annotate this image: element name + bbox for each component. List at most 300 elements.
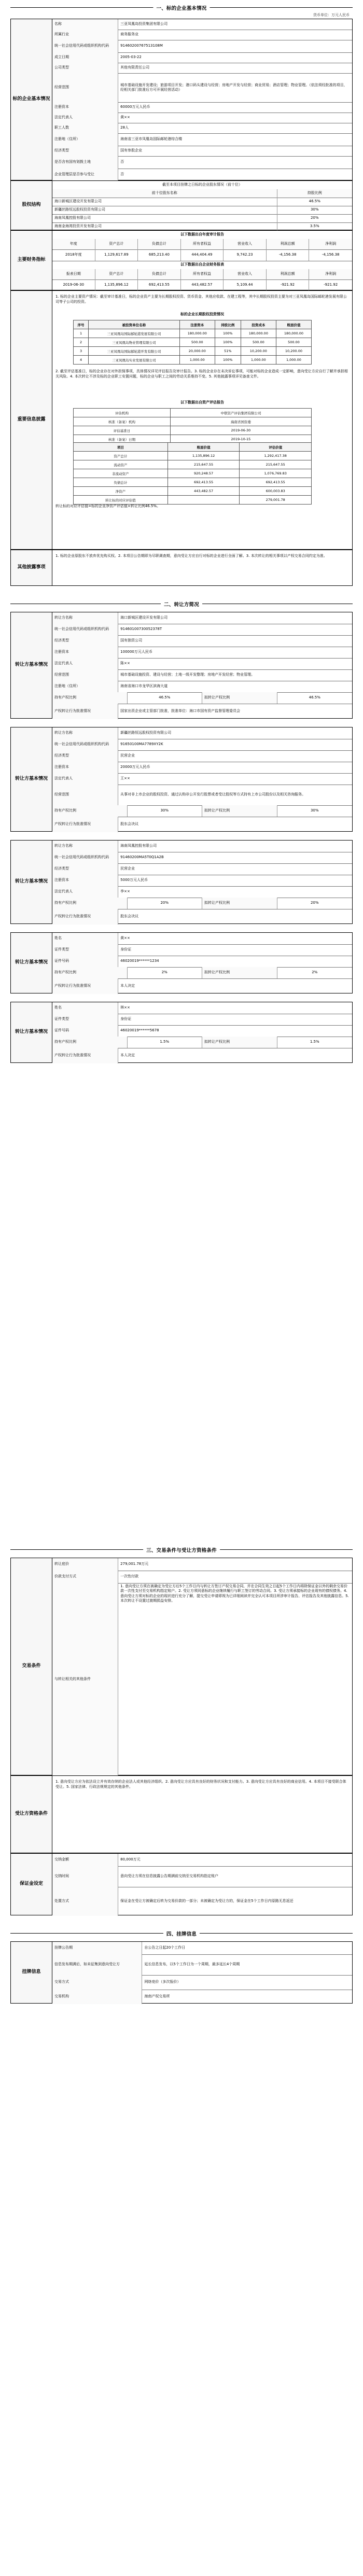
table-header-row [74, 320, 312, 329]
column-header: 营业收入 [224, 239, 267, 249]
shareholder-name: 海南凤凰控股有限公司 [52, 214, 277, 222]
basic-info-row [52, 169, 352, 181]
field-label: 注册地（住所） [52, 133, 118, 146]
table-cell: 692,413.55 [167, 478, 240, 487]
field-value: 91460200MA5T0Q1A2B [120, 855, 164, 860]
transferor-block [10, 932, 353, 993]
table-cell: 资产总计 [74, 452, 168, 460]
field-label: 证件类型 [52, 1014, 118, 1025]
shareholder-row [52, 206, 352, 215]
table-cell: 4 [74, 356, 89, 365]
field-value: 30% [128, 805, 203, 817]
field-label: 交纳时间 [52, 1866, 118, 1887]
table-cell: 三亚凤凰岛实业发展有限公司 [89, 356, 180, 365]
table-cell: 180,000.00 [179, 329, 215, 338]
table-cell: 1,129,617.89 [95, 249, 138, 261]
transferor-row [52, 739, 352, 751]
field-label: 挂牌公告期 [52, 1942, 142, 1954]
field-value: 城市基础设施开发建设；旅游项目开发；港口码头建设与经营；房地产开发与经营；商业贸易；酒店管理；物业管理。（依法须经批准的项目，经相关部门批准后方可开展经营活动） [120, 82, 347, 92]
transferor-row [52, 1002, 352, 1014]
block-header: 受让方资格条件 [11, 1776, 52, 1853]
deposit-row [52, 1854, 352, 1867]
table-row [74, 409, 312, 417]
field-label: 统一社会信用代码或组织机构代码 [52, 624, 118, 635]
field-label: 交易机构 [52, 1990, 142, 2004]
field-label: 价款支付方式 [52, 1571, 118, 1583]
basic-info-row [52, 52, 352, 63]
table-cell: 三亚凤凰岛物业管理有限公司 [89, 338, 180, 347]
table-cell: 评估基准日 [74, 426, 171, 435]
transferor-row [52, 658, 352, 670]
field-label: 经济类型 [52, 863, 118, 875]
qualification-text: 1. 意向受让方应为依法设立并有效存续的企业法人或其他经济组织。2. 意向受让方应具有良好的财务状况和支付能力。3. 意向受让方应具有良好的商业信用。4. 本项目不接受联合体受让。5. 国家法律、行政法规规定的其他条件。 [55, 1780, 346, 1789]
field-label: 产权转让行为批准情况 [52, 817, 118, 832]
column-header: 被投资单位名称 [89, 320, 180, 329]
field-label: 经济类型 [52, 635, 118, 647]
column-header: 账面价值 [276, 320, 311, 329]
shareholder-percent: 46.5% [309, 199, 320, 204]
field-value: 本人决定 [120, 1053, 135, 1058]
basic-info-row [52, 133, 352, 146]
field-value: 否 [120, 160, 124, 164]
table-cell: 692,413.55 [138, 279, 181, 291]
table-cell: -921.92 [324, 283, 338, 287]
table-cell: 三亚凤凰岛国际邮轮港发展有限公司 [89, 329, 180, 338]
field-label: 拟转让产权比例 [202, 967, 277, 978]
table-cell: 评估机构 [74, 409, 171, 417]
field-label: 证件号码 [52, 956, 118, 967]
basic-info-row [52, 19, 352, 30]
basic-info-row [52, 146, 352, 157]
fin-table-title: 以下数据出自企业财务报表 [180, 262, 224, 267]
field-label: 统一社会信用代码或组织机构代码 [52, 852, 118, 863]
table-cell: 净资产 [74, 487, 168, 496]
section-3-header [10, 1545, 353, 1553]
valuation-title: 以下数据出自资产评估报告 [180, 400, 224, 404]
field-label: 转让方名称 [52, 612, 118, 624]
column-header: 净利润 [309, 269, 352, 279]
listing-row [52, 1990, 352, 2004]
transferor-row [52, 635, 352, 647]
field-value: 2% [312, 970, 318, 975]
column-header: 持股比例 [215, 320, 241, 329]
field-label: 是否含有国有划拨土地 [52, 156, 118, 169]
fin-table-title: 以下数据出自年度审计报告 [180, 232, 224, 237]
transferor-row [52, 886, 352, 898]
transfer-ratio-row [52, 692, 352, 704]
block-header: 主要财务指标 [11, 231, 52, 290]
field-label: 经济类型 [52, 146, 118, 156]
field-value: 王×× [120, 776, 130, 781]
transferor-block [10, 1002, 353, 1063]
field-label: 统一社会信用代码或组织机构代码 [52, 40, 118, 52]
transferor-row [52, 1014, 352, 1026]
field-value: 海南省三亚市凤凰岛国际邮轮港综合楼 [120, 137, 183, 142]
block-header: 交易条件 [11, 1558, 52, 1775]
field-value: 海南产权交易所 [144, 1994, 170, 1999]
field-label: 姓名 [52, 1002, 118, 1014]
table-cell: 负债总计 [74, 478, 168, 487]
field-label: 持有产权比例 [52, 805, 128, 817]
transferor-row [52, 750, 352, 762]
transferor-block [10, 727, 353, 832]
field-label: 姓名 [52, 933, 118, 944]
table-cell: 2 [74, 338, 89, 347]
column-header: 利润总额 [267, 239, 310, 249]
table-title: 截至本项目挂牌之日标的企业股东情况（前十位） [162, 183, 242, 187]
table-cell: 500.00 [276, 338, 311, 347]
table-cell [167, 496, 240, 505]
transfer-ratio-row [52, 967, 352, 979]
basic-info-row [52, 30, 352, 40]
transferor-row [52, 612, 352, 624]
section-title: 四、挂牌信息 [163, 1930, 200, 1937]
shareholder-name: 新疆丝路恒远股权投资有限公司 [52, 206, 277, 214]
field-label: 法定代表人 [52, 773, 118, 785]
table-cell: -4,156.38 [322, 253, 340, 257]
field-value: 意向受让方须在信息披露公告期满前交纳至交易机构指定账户 [120, 1874, 219, 1879]
fin-value-row [52, 249, 352, 261]
table-cell: 920,248.57 [167, 469, 240, 478]
field-value: 股东会决议 [120, 914, 139, 919]
field-value: 延长信息发布，以5个工作日为一个周期，最多延长4个周期 [144, 1962, 240, 1967]
transferor-row [52, 669, 352, 681]
field-value: 91460200767513108M [120, 44, 163, 48]
field-value: 李×× [120, 889, 130, 894]
block-header: 股权结构 [11, 181, 52, 230]
column-header: 年度 [52, 239, 95, 249]
column-header: 负债总计 [138, 239, 181, 249]
column-header: 序号 [74, 320, 89, 329]
field-value: 陈×× [120, 661, 130, 666]
table-cell: 100% [215, 329, 241, 338]
column-header: 账面价值 [167, 443, 240, 452]
table-header-row [74, 443, 312, 452]
table-cell: 10,200.00 [241, 347, 276, 356]
table-row [74, 329, 312, 338]
column-header: 前十位股东名称 [52, 189, 277, 198]
section-4-header [10, 1929, 353, 1937]
field-label: 成立日期 [52, 52, 118, 63]
deal-conditions-block [10, 1558, 353, 1775]
column-header: 利润总额 [267, 269, 310, 279]
transferor-block [10, 840, 353, 924]
field-value: 46020019******1234 [120, 959, 159, 963]
table-cell: 443,482.57 [167, 487, 240, 496]
field-value: 20% [310, 901, 319, 905]
transfer-ratio-row [52, 1037, 352, 1048]
transferor-row [52, 933, 352, 945]
field-label: 经营范围 [52, 73, 118, 102]
basic-info-row [52, 40, 352, 53]
field-value: 海口新城区建设开发有限公司 [120, 615, 168, 620]
table-cell: 692,413.55 [240, 478, 312, 487]
financials-block [10, 230, 353, 290]
field-value: 网络竞价（多次报价） [144, 1980, 181, 1984]
table-row [74, 347, 312, 356]
table-cell: 600,003.83 [240, 487, 312, 496]
basic-info-row [52, 113, 352, 123]
field-value: 46.5% [128, 692, 203, 704]
other-disclosure-block [10, 550, 353, 586]
table-cell: 1,135,896.12 [95, 279, 138, 291]
block-header: 转让方基本情况 [11, 1002, 52, 1062]
table-cell: 10,200.00 [276, 347, 311, 356]
section-title: 二、转让方简况 [161, 600, 202, 608]
field-value: 20000万元人民币 [120, 765, 150, 769]
column-header: 所有者权益 [181, 269, 224, 279]
basic-info-block [10, 19, 353, 180]
table-cell: 215,647.55 [240, 460, 312, 469]
field-value: 46020019******5678 [120, 1028, 159, 1033]
field-value: 91650100MA7789XY2K [120, 742, 163, 747]
field-label: 法定代表人 [52, 113, 118, 123]
shareholder-row [52, 222, 352, 231]
fin-title-row [52, 261, 352, 270]
table-cell: 2019-10-15 [170, 435, 311, 444]
transferor-row [52, 785, 352, 806]
other-disclosure-text: 1. 标的企业原股东不放弃优先购买权。2. 本项目公告期即为尽职调查期，意向受让方应自行对标的企业进行全面了解。3. 本次转让的相关事项以产权交易合同约定为准。 [55, 554, 327, 558]
table-cell: 非流动资产 [74, 469, 168, 478]
field-value: 海南省海口市龙华区滨海大道 [120, 684, 168, 689]
field-label: 产权转让行为批准情况 [52, 978, 118, 994]
field-label: 注册资本 [52, 647, 118, 658]
transferor-block [10, 612, 353, 719]
basic-info-row [52, 123, 352, 134]
field-value: 否 [120, 172, 124, 177]
valuation-table [73, 442, 312, 505]
valuation-meta-table [73, 408, 312, 444]
field-label: 证件类型 [52, 944, 118, 956]
fin-head-row [52, 239, 352, 250]
field-value: 91460100730052378T [120, 627, 162, 632]
table-row [74, 426, 312, 435]
table-cell: -4,156.38 [267, 249, 310, 261]
field-label: 经济类型 [52, 750, 118, 762]
field-value: 80,000万元 [120, 1857, 141, 1862]
field-label: 信息发布期满后，如未征集到意向受让方 [52, 1954, 142, 1975]
table-cell: 1,292,417.38 [240, 452, 312, 460]
field-label: 注册资本 [52, 875, 118, 886]
field-value: 身份证 [120, 947, 132, 952]
field-label: 交纳金额 [52, 1854, 118, 1866]
column-header: 资产总计 [95, 269, 138, 279]
table-cell: 215,647.55 [167, 460, 240, 469]
table-cell: 1,000.00 [241, 356, 276, 365]
field-label: 持有产权比例 [52, 898, 128, 909]
field-value: 5000万元人民币 [120, 878, 148, 883]
field-value: 林×× [120, 1005, 130, 1010]
approval-row [52, 909, 352, 925]
section-1-header [10, 3, 353, 11]
shareholder-name: 海南金海湾投资开发有限公司 [52, 222, 277, 231]
transfer-ratio-row [52, 805, 352, 817]
table-cell: 279,001.78 [240, 496, 312, 505]
field-label: 与转让相关的其他条件 [52, 1583, 118, 1776]
basic-info-row [52, 73, 352, 103]
table-row [74, 338, 312, 347]
section-title: 三、交易条件与受让方资格条件 [143, 1546, 220, 1553]
field-label: 名称 [52, 19, 118, 30]
field-label: 统一社会信用代码或组织机构代码 [52, 739, 118, 750]
column-header: 报表日期 [52, 269, 95, 279]
field-label: 转让方名称 [52, 727, 118, 739]
field-label: 注册地（住所） [52, 681, 118, 692]
table-cell: 核准（备案）机构 [74, 417, 171, 426]
table-row [74, 452, 312, 460]
column-header: 负债总计 [138, 269, 181, 279]
listing-row [52, 1954, 352, 1976]
field-value: 民营企业 [120, 866, 135, 871]
block-header: 转让方基本情况 [11, 933, 52, 993]
block-header: 转让方基本情况 [11, 612, 52, 718]
table-row [74, 487, 312, 496]
table-row [74, 469, 312, 478]
table-cell: 1,076,769.83 [240, 469, 312, 478]
table-row [74, 460, 312, 469]
listing-row [52, 1975, 352, 1990]
block-header: 标的企业基本情况 [11, 19, 52, 180]
transferor-row [52, 727, 352, 739]
table-cell: 100% [215, 356, 241, 365]
field-value: 20% [128, 898, 203, 909]
shareholder-percent: 30% [310, 207, 319, 212]
field-value: 股东会决议 [120, 822, 139, 827]
field-label: 持有产权比例 [52, 692, 128, 704]
investment-table-title: 标的企业长期股权投资情况 [180, 312, 224, 316]
table-cell: 444,404.49 [181, 249, 224, 261]
column-header: 评估价值 [240, 443, 312, 452]
fin-value-row [52, 279, 352, 291]
field-label: 经营范围 [52, 669, 118, 681]
deal-row [52, 1583, 352, 1776]
table-cell: 1,000.00 [276, 356, 311, 365]
field-label: 产权转让行为批准情况 [52, 1048, 118, 1063]
field-value: 自公告之日起20个工作日 [144, 1945, 186, 1950]
table-cell: 流动资产 [74, 460, 168, 469]
column-header: 所有者权益 [181, 239, 224, 249]
field-label: 职工人数 [52, 123, 118, 133]
column-header: 注册资本 [179, 320, 215, 329]
table-row [74, 496, 312, 505]
shareholder-block [10, 180, 353, 230]
field-value: 本人决定 [120, 984, 135, 988]
column-header: 净利润 [309, 239, 352, 249]
column-header: 营业收入 [224, 269, 267, 279]
table-cell: 1 [74, 329, 89, 338]
qualification-block [10, 1775, 353, 1853]
field-label: 转让底价 [52, 1558, 118, 1571]
field-value: 其他有限责任公司 [120, 65, 150, 70]
field-label: 拟转让产权比例 [202, 1037, 277, 1048]
field-value: 2% [128, 967, 203, 978]
section-title: 一、标的企业基本情况 [153, 4, 210, 11]
disclosure-intro: 1. 标的企业主要资产情况：截至审计基准日，标的企业资产主要为长期股权投资、货币资金、其他应收款、在建工程等，其中长期股权投资主要为对三亚凤凰岛国际邮轮港发展有限公司等子公司的投资。 [55, 295, 347, 304]
table-cell: 3 [74, 347, 89, 356]
field-label: 证件号码 [52, 1025, 118, 1037]
investment-table [73, 320, 312, 365]
field-label: 产权转让行为批准情况 [52, 704, 118, 719]
transferor-row [52, 944, 352, 956]
field-value: 国家出资企业或主管部门批准，批准单位：海口市国有资产监督管理委员会 [120, 709, 241, 713]
table-cell: 1,135,896.12 [167, 452, 240, 460]
field-value: 海南凤凰控股有限公司 [120, 844, 157, 848]
table-cell: 9,742.23 [224, 249, 267, 261]
field-label: 拟转让产权比例 [202, 805, 277, 817]
deposit-block [10, 1853, 353, 1915]
approval-row [52, 978, 352, 994]
field-label: 企业管理层是否参与受让 [52, 169, 118, 181]
table-cell: 180,000.00 [276, 329, 311, 338]
field-value: 民营企业 [120, 753, 135, 758]
shareholder-row [52, 198, 352, 206]
table-cell: 443,482.57 [181, 279, 224, 291]
transferor-row [52, 852, 352, 864]
table-cell: 三亚凤凰岛国际邮轮港开发有限公司 [89, 347, 180, 356]
field-label: 持有产权比例 [52, 967, 128, 978]
table-cell: 海南省国资委 [170, 417, 311, 426]
table-cell: 100% [215, 338, 241, 347]
fin-title-row [52, 231, 352, 240]
column-header: 资产总计 [95, 239, 138, 249]
transferor-row [52, 681, 352, 693]
deposit-row [52, 1887, 352, 1916]
field-value: 保证金在受让方被确定后转为交易价款的一部分；未被确定为受让方的，保证金在5个工作日内原路无息返还 [120, 1899, 294, 1903]
table-row [74, 478, 312, 487]
field-label: 法定代表人 [52, 886, 118, 898]
field-value: 身份证 [120, 1017, 132, 1021]
block-header: 挂牌信息 [11, 1942, 52, 2003]
shareholder-head-row [52, 189, 352, 198]
field-value: 28人 [120, 125, 129, 130]
column-header: 持股比例 [277, 189, 353, 198]
field-value: 30% [310, 808, 319, 813]
field-label: 持有产权比例 [52, 1037, 128, 1048]
transferor-row [52, 647, 352, 659]
table-cell: 核准（备案）日期 [74, 435, 171, 444]
basic-info-row [52, 102, 352, 113]
currency-unit-note: 货币单位：万元人民币 [313, 13, 350, 17]
field-value: 2005-03-22 [120, 55, 142, 60]
table-cell: 2018年度 [52, 249, 95, 261]
shareholder-row [52, 214, 352, 223]
transfer-ratio-row [52, 898, 352, 909]
listing-row [52, 1942, 352, 1955]
field-label: 经营范围 [52, 785, 118, 805]
column-header: 项目 [74, 443, 168, 452]
valuation-note: 转让标的对应评估值=标的企业净资产评估值×转让比例46.5%。 [55, 504, 160, 508]
table-cell: 500.00 [179, 338, 215, 347]
transferor-row [52, 841, 352, 852]
disclosure-notes: 2. 截至评估基准日，标的企业存在对外担保事项，具体情况详见评估报告及审计报告。3. 标的企业存在未决诉讼事项，可能对标的企业造成一定影响，意向受让方应自行了解并承担相关风险。4. 本次转让不涉及标的企业职工安置问题，标的企业与职工之间的劳动关系维持不变。5. 其他披露事项详见备查文件。 [55, 369, 348, 379]
transferor-row [52, 875, 352, 887]
table-cell: 685,213.40 [138, 249, 181, 261]
section-2-header [10, 599, 353, 608]
deal-row [52, 1571, 352, 1584]
field-value: 三亚凤凰岛投资集团有限公司 [120, 22, 168, 26]
table-cell: 转让标的对应评估值 [74, 496, 168, 505]
table-cell: 51% [215, 347, 241, 356]
field-value: 一次性付款 [120, 1574, 139, 1579]
listing-block [10, 1941, 353, 2004]
transferor-row [52, 624, 352, 636]
field-value: 279,001.78万元 [120, 1562, 149, 1566]
field-value: 1. 意向受让方须在被确定为受让方后5个工作日内与转让方签订产权交易合同，并在合同生效之日起5个工作日内将除保证金以外的剩余交易价款一次性支付至交易机构指定账户。2. 受让方须同意标的企业继续履行与职工签订的劳动合同。3. 受让方须承接标的企业现有的债权债务。4. 意向受让方须对标的企业的现状进行充分了解，提交受让申请即视为已详细阅读并完全认可本项目所涉审计报告、评估报告及其他披露信息。5. 本次转让不设置过渡期损益安排。 [120, 1584, 349, 1603]
transferor-row [52, 863, 352, 875]
shareholder-title-row [52, 181, 352, 190]
field-value: 从事对非上市企业的股权投资、通过认购非公开发行股票或者受让股权等方式持有上市公司股份以及相关咨询服务。 [120, 792, 306, 797]
field-value: 城市基础设施投资、建设与经营；土地一级开发整理；房地产开发经营；物业管理。 [120, 673, 255, 677]
